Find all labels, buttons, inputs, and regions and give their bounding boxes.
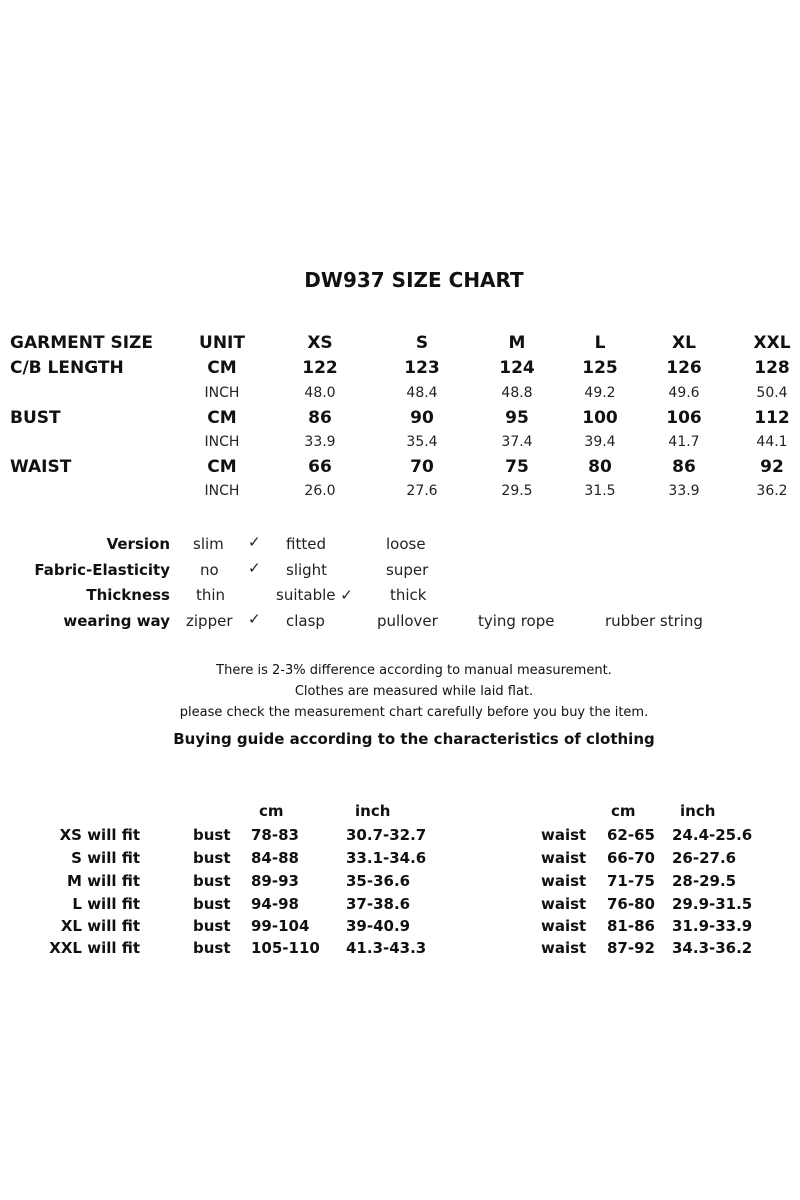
check-icon: ✓ xyxy=(248,610,261,628)
fit-bust-inch: 41.3-43.3 xyxy=(346,939,427,957)
fit-bust-inch: 37-38.6 xyxy=(346,895,411,913)
fit-waist-cm: 81-86 xyxy=(607,917,655,935)
buying-guide-title: Buying guide according to the characteristics of clothing xyxy=(173,730,655,748)
fit-waist-inch: 28-29.5 xyxy=(672,872,737,890)
fit-bust: bust xyxy=(193,939,231,957)
unit-cm: CM xyxy=(207,358,237,378)
header-size-s: S xyxy=(415,333,429,353)
table-cell: 48.4 xyxy=(406,385,438,401)
fit-bust-inch: 35-36.6 xyxy=(346,872,411,890)
table-cell: 75 xyxy=(505,457,529,477)
table-cell: 128 xyxy=(754,358,790,378)
fit-bust-cm: 105-110 xyxy=(251,939,320,957)
attr-option: rubber string xyxy=(605,612,703,630)
unit-inch: INCH xyxy=(204,483,240,499)
table-cell: 26.0 xyxy=(304,483,336,499)
fit-bust-inch: 39-40.9 xyxy=(346,917,411,935)
table-cell: 50.4 xyxy=(756,385,788,401)
fit-waist-inch: 31.9-33.9 xyxy=(672,917,753,935)
attr-label-fabric-elasticity: Fabric-Elasticity xyxy=(34,561,170,579)
fit-bust-cm: 99-104 xyxy=(251,917,310,935)
attr-option: thin xyxy=(196,586,226,604)
header-unit: UNIT xyxy=(199,333,245,353)
fit-label-xl: XL will fit xyxy=(60,917,140,935)
table-cell: 37.4 xyxy=(501,434,533,450)
check-icon: ✓ xyxy=(248,559,261,577)
row-label-waist: WAIST xyxy=(10,457,72,477)
fit-waist-inch: 34.3-36.2 xyxy=(672,939,753,957)
guide-header-bust-inch: inch xyxy=(355,802,391,820)
row-label-bust: BUST xyxy=(10,408,61,428)
fit-bust-inch: 33.1-34.6 xyxy=(346,849,427,867)
table-cell: 31.5 xyxy=(584,483,616,499)
fit-bust: bust xyxy=(193,917,231,935)
attr-option: loose xyxy=(386,535,426,553)
chart-title: DW937 SIZE CHART xyxy=(304,268,524,292)
fit-waist: waist xyxy=(541,826,587,844)
fit-label-xs: XS will fit xyxy=(59,826,140,844)
table-cell: 112 xyxy=(754,408,790,428)
attr-option: fitted xyxy=(286,535,326,553)
table-cell: 33.9 xyxy=(668,483,700,499)
fit-bust: bust xyxy=(193,895,231,913)
header-size-xxl: XXL xyxy=(753,333,791,353)
table-cell: 90 xyxy=(410,408,434,428)
table-cell: 48.8 xyxy=(501,385,533,401)
fit-waist-cm: 71-75 xyxy=(607,872,655,890)
table-cell: 70 xyxy=(410,457,434,477)
header-size-xl: XL xyxy=(672,333,696,353)
header-size-l: L xyxy=(594,333,606,353)
note-check-chart: please check the measurement chart carefully before you buy the item. xyxy=(179,705,649,720)
table-cell: 36.2 xyxy=(756,483,788,499)
fit-waist-cm: 76-80 xyxy=(607,895,655,913)
note-difference: There is 2-3% difference according to manual measurement. xyxy=(216,663,612,678)
fit-waist-cm: 87-92 xyxy=(607,939,655,957)
attr-option: thick xyxy=(390,586,427,604)
table-cell: 80 xyxy=(588,457,612,477)
unit-cm: CM xyxy=(207,408,237,428)
fit-waist-cm: 62-65 xyxy=(607,826,655,844)
fit-waist-cm: 66-70 xyxy=(607,849,655,867)
attr-option: tying rope xyxy=(478,612,555,630)
attr-option: pullover xyxy=(377,612,438,630)
header-size-m: M xyxy=(508,333,526,353)
table-cell: 39.4 xyxy=(584,434,616,450)
table-cell: 106 xyxy=(666,408,702,428)
fit-label-l: L will fit xyxy=(72,895,140,913)
attr-label-wearing-way: wearing way xyxy=(63,612,170,630)
table-cell: 126 xyxy=(666,358,702,378)
attr-label-version: Version xyxy=(106,535,170,553)
table-cell: 124 xyxy=(499,358,535,378)
table-cell: 95 xyxy=(505,408,529,428)
table-cell: 27.6 xyxy=(406,483,438,499)
fit-waist: waist xyxy=(541,917,587,935)
fit-waist-inch: 24.4-25.6 xyxy=(672,826,753,844)
fit-waist: waist xyxy=(541,849,587,867)
fit-bust-cm: 94-98 xyxy=(251,895,299,913)
guide-header-waist-cm: cm xyxy=(611,802,636,820)
fit-bust: bust xyxy=(193,849,231,867)
table-cell: 86 xyxy=(672,457,696,477)
table-cell: 35.4 xyxy=(406,434,438,450)
attr-option: no xyxy=(200,561,219,579)
table-cell: 49.6 xyxy=(668,385,700,401)
fit-waist: waist xyxy=(541,872,587,890)
table-cell: 122 xyxy=(302,358,338,378)
table-cell: 92 xyxy=(760,457,784,477)
attr-option: clasp xyxy=(286,612,325,630)
unit-cm: CM xyxy=(207,457,237,477)
unit-inch: INCH xyxy=(204,434,240,450)
fit-bust-inch: 30.7-32.7 xyxy=(346,826,427,844)
attr-option: slim xyxy=(193,535,224,553)
table-cell: 29.5 xyxy=(501,483,533,499)
table-cell: 33.9 xyxy=(304,434,336,450)
attr-option: slight xyxy=(286,561,328,579)
header-size-xs: XS xyxy=(307,333,333,353)
guide-header-bust-cm: cm xyxy=(259,802,284,820)
unit-inch: INCH xyxy=(204,385,240,401)
fit-waist-inch: 29.9-31.5 xyxy=(672,895,753,913)
fit-bust-cm: 84-88 xyxy=(251,849,299,867)
table-cell: 48.0 xyxy=(304,385,336,401)
table-cell: 41.7 xyxy=(668,434,700,450)
note-laid-flat: Clothes are measured while laid flat. xyxy=(294,684,534,699)
attr-option: suitable ✓ xyxy=(276,586,353,604)
attr-option: zipper xyxy=(186,612,233,630)
table-cell: 125 xyxy=(582,358,618,378)
fit-bust-cm: 89-93 xyxy=(251,872,299,890)
table-cell: 66 xyxy=(308,457,332,477)
table-cell: 123 xyxy=(404,358,440,378)
table-cell: 100 xyxy=(582,408,618,428)
attr-option: super xyxy=(386,561,429,579)
fit-bust-cm: 78-83 xyxy=(251,826,299,844)
fit-label-xxl: XXL will fit xyxy=(49,939,140,957)
table-cell: 44.1 xyxy=(756,434,788,450)
fit-bust: bust xyxy=(193,872,231,890)
fit-waist-inch: 26-27.6 xyxy=(672,849,737,867)
attr-label-thickness: Thickness xyxy=(86,586,170,604)
fit-waist: waist xyxy=(541,895,587,913)
fit-bust: bust xyxy=(193,826,231,844)
row-label-cb-length: C/B LENGTH xyxy=(10,358,124,378)
fit-waist: waist xyxy=(541,939,587,957)
fit-label-m: M will fit xyxy=(67,872,140,890)
header-garment-size: GARMENT SIZE xyxy=(10,333,153,353)
fit-label-s: S will fit xyxy=(71,849,140,867)
table-cell: 86 xyxy=(308,408,332,428)
check-icon: ✓ xyxy=(248,533,261,551)
guide-header-waist-inch: inch xyxy=(680,802,716,820)
table-cell: 49.2 xyxy=(584,385,616,401)
